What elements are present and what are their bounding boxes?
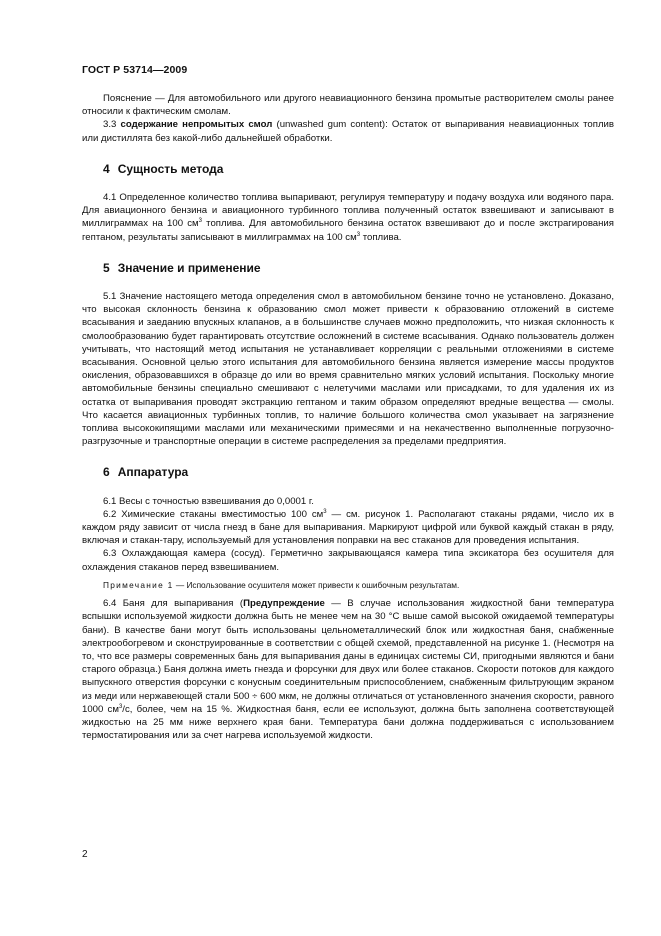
definition-term: содержание непромытых смол [120, 119, 273, 131]
section-5-heading: 5 Значение и применение [103, 260, 261, 275]
paragraph-6-3: 6.3 Охлаждающая камера (сосуд). Герметично закрывающаяся камера типа эксикатора без осушителя для охлаждения стаканов перед взвешиванием. [82, 548, 614, 573]
note-1: Примечание 1 — Использование осушителя может привести к ошибочным результатам. [103, 579, 460, 590]
section-6-heading: 6 Аппаратура [103, 465, 189, 480]
intro-note: Пояснение — Для автомобильного или другого неавиационного бензина промытые растворителем смолы ранее относили к фактическим смолам. [82, 93, 614, 118]
paragraph-6-1: 6.1 Весы с точностью взвешивания до 0,0001 г. [103, 495, 314, 507]
section-6 [82, 466, 614, 742]
document-header: ГОСТ Р 53714—2009 [82, 64, 188, 76]
section-4-heading: 4 Сущность метода [103, 161, 224, 176]
intro-section [82, 92, 614, 145]
warning-label: Предупреждение [243, 598, 325, 610]
paragraph-5-1: 5.1 Значение настоящего метода определения смол в автомобильном бензине точно не установлено. Доказано, что высокая склонность бензина к образованию смол может привести к образованию отложений в системе всасывания и заеданию впускных клапанов, а в большинстве случаев можно предположить, что низкая склонность к смолообразованию будет гарантировать отсутствие осложнений в системе всасывания. Однако пользователь должен учитывать, что настоящий метод испытания не устанавливает корреляции с реальными отложениями в системе всасывания. Основной целью этого испытания для автомобильного бензина является измерение массы продуктов окисления, образовавшихся в образце до или во время сравнительно мягких условий испытания. Поскольку многие автомобильные бензины специально смешивают с нелетучими маслами или присадками, то для удаления их из остатка от выпаривания проводят экстракцию гептаном и таким образом определяют вредные вещества — смолы. Что касается авиационных турбинных топлив, то наличие большого количества смол указывает на загрязнение топлива высококипящими маслами или механическими примесями и на некачественно выполненные погрузочно-разгрузочные и транспортные операции в системе распределения за пределами предприятия. [82, 291, 614, 448]
definition-3-3: 3.3 содержание непромытых смол (unwashed gum content): Остаток от выпаривания неавиационных топлив или дистиллята без какой-либо дальнейшей обработки. [82, 119, 614, 144]
section-5 [82, 262, 614, 449]
paragraph-6-2: 6.2 Химические стаканы вместимостью 100 $см^3$ — см. рисунок 1. Располагают стаканы рядами, число их в каждом ряду зависит от числа гнезд в бане для выпаривания. Маркируют цифрой или буквой каждый стакан в ряду, включая и стакан-тару, используемый для установления поправки на вес стаканов для проведения испытания. [82, 508, 614, 547]
paragraph-6-4: 6.4 Баня для выпаривания (Предупреждение — В случае использования жидкостной бани температура вспышки используемой жидкости должна быть не менее чем на 30 °С выше самой высокой ожидаемой температуры бани). В качестве бани могут быть использованы цельнометаллический блок или жидкостная баня, снабженные электрообогревом и сконструированные в соответствии с общей схемой, представленной на рисунке 1. (Несмотря на то, что все размеры современных бань для выпаривания даны в единицах системы СИ, пригодными являются и бани старого образца.) Баня должна иметь гнезда и форсунки для двух или более стаканов. Скорости потоков для каждого выпускного отверстия форсунки с конусным соединительным приспособлением, снабженным фильтрующим экраном из меди или нержавеющей стали 500 ÷ 600 мкм, не должны отличаться от установленного значения скорости, равного 1000 $см^3/с$, более, чем на 15 %. Жидкостная баня, если ее используют, должна быть заполнена соответствующей жидкостью на 25 мм ниже верхнего края бани. Температура бани должна поддерживаться с использованием термостатирования или за счет нагрева используемой жидкости. [82, 598, 614, 742]
page-number: 2 [82, 849, 88, 860]
intro-note-label: Пояснение [103, 93, 152, 104]
document-body [82, 92, 614, 760]
paragraph-4-1: 4.1 Определенное количество топлива выпаривают, регулируя температуру и подачу воздуха или водяного пара. Для авиационного бензина и авиационного турбинного топлива полученный остаток взвешивают и записывают в миллиграммах на 100 $см^3$ топлива. Для автомобильного бензина остаток взвешивают до и после экстрагирования гептаном, результаты записывают в миллиграммах на 100 $см^3$ топлива. [82, 192, 614, 243]
section-4 [82, 163, 614, 244]
